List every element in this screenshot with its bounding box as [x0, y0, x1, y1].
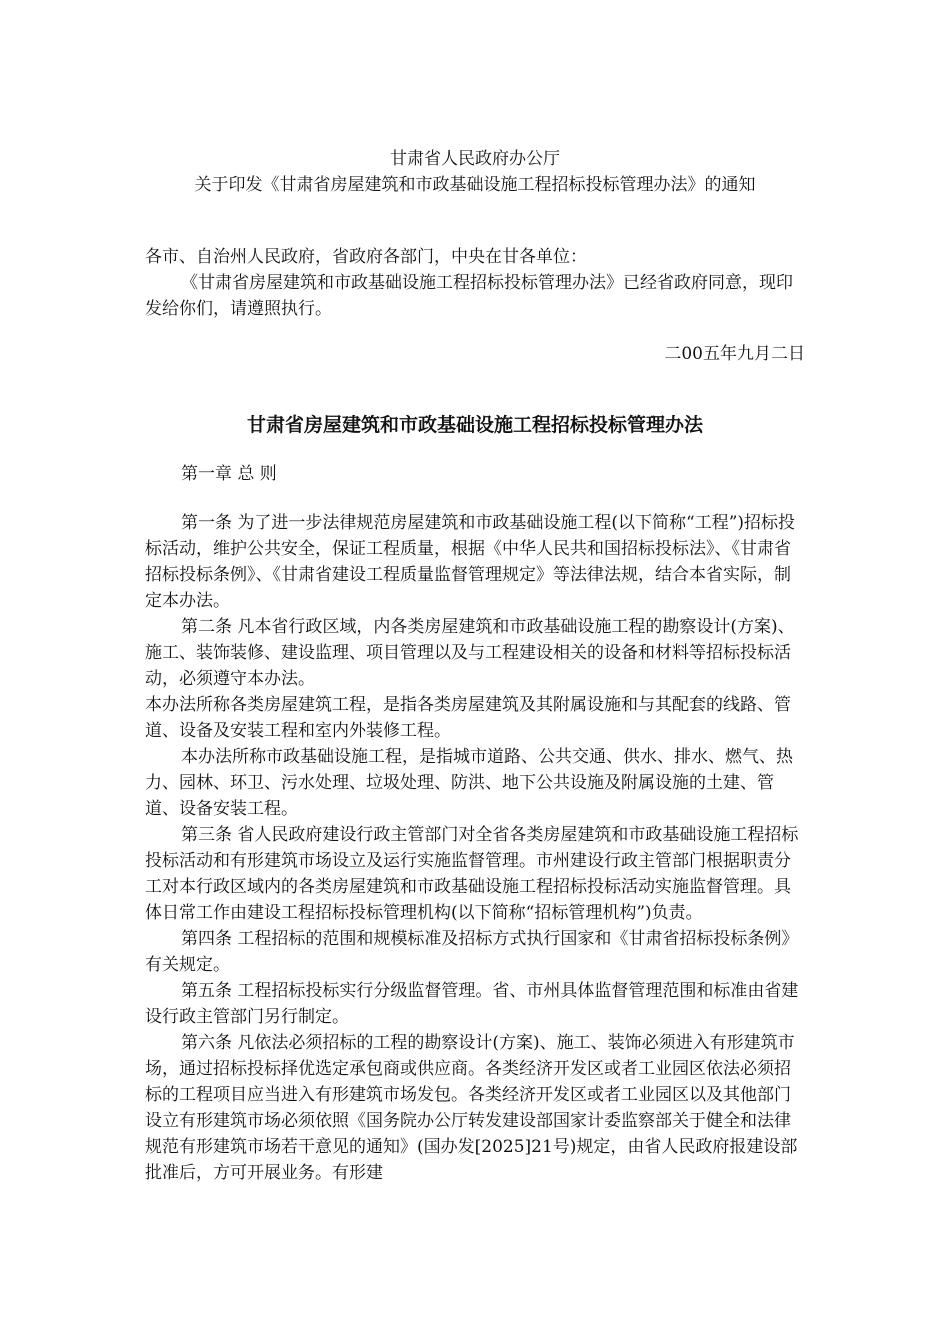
article-6: 第六条 凡依法必须招标的工程的勘察设计(方案)、施工、装饰必须进入有形建筑市场，通过招标投标择优选定承包商或供应商。各类经济开发区或者工业园区依法必须招标的工程项目应当进入有形建筑市场发包。各类经济开发区或者工业园区以及其他部门设立有形建筑市场必须依照《国务院办公厅转发建设部国家计委监察部关于健全和法律规范有形建筑市场若干意见的通知》(国办发[2025]21号)规定，由省人民政府报建设部批准后，方可开展业务。有形建	[145, 1033, 798, 1183]
document-body	[145, 510, 805, 1186]
document-title: 甘肃省房屋建筑和市政基础设施工程招标投标管理办法	[246, 414, 703, 436]
notice-date: 二00五年九月二日	[664, 344, 805, 364]
article-3: 第三条 省人民政府建设行政主管部门对全省各类房屋建筑和市政基础设施工程招标投标活动和有形建筑市场设立及运行实施监督管理。市州建设行政主管部门根据职责分工对本行政区域内的各类房屋建筑和市政基础设施工程招标投标活动实施监督管理。具体日常工作由建设工程招标投标管理机构(以下简称“招标管理机构”)负责。	[145, 825, 799, 923]
issuer-name: 甘肃省人民政府办公厅	[390, 149, 560, 169]
salutation: 各市、自治州人民政府，省政府各部门，中央在甘各单位：	[145, 247, 587, 267]
article-5: 第五条 工程招标投标实行分级监督管理。省、市州具体监督管理范围和标准由省建设行政主管部门另行制定。	[145, 981, 799, 1027]
article-2-paragraph-3: 本办法所称市政基础设施工程，是指城市道路、公共交通、供水、排水、燃气、热力、园林、环卫、污水处理、垃圾处理、防洪、地下公共设施及附属设施的土建、管道、设备安装工程。	[145, 747, 793, 819]
article-1: 第一条 为了进一步法律规范房屋建筑和市政基础设施工程(以下简称“工程”)招标投标活动，维护公共安全，保证工程质量，根据《中华人民共和国招标投标法》、《甘肃省招标投标条例》、《甘肃省建设工程质量监督管理规定》等法律法规，结合本省实际，制定本办法。	[145, 513, 796, 611]
notice-body: 《甘肃省房屋建筑和市政基础设施工程招标投标管理办法》已经省政府同意，现印发给你们，请遵照执行。	[145, 273, 793, 319]
notice-letter	[145, 244, 805, 322]
chapter-heading: 第一章 总 则	[181, 464, 277, 484]
notice-title: 关于印发《甘肃省房屋建筑和市政基础设施工程招标投标管理办法》的通知	[194, 175, 756, 195]
article-2: 第二条 凡本省行政区域，内各类房屋建筑和市政基础设施工程的勘察设计(方案)、施工、装饰装修、建设监理、项目管理以及与工程建设相关的设备和材料等招标投标活动，必须遵守本办法。	[145, 617, 795, 689]
article-2-paragraph-2: 本办法所称各类房屋建筑工程，是指各类房屋建筑及其附属设施和与其配套的线路、管道、设备及安装工程和室内外装修工程。	[145, 695, 791, 741]
issuer-heading	[145, 146, 805, 198]
article-4: 第四条 工程招标的范围和规模标准及招标方式执行国家和《甘肃省招标投标条例》有关规定。	[145, 929, 799, 975]
